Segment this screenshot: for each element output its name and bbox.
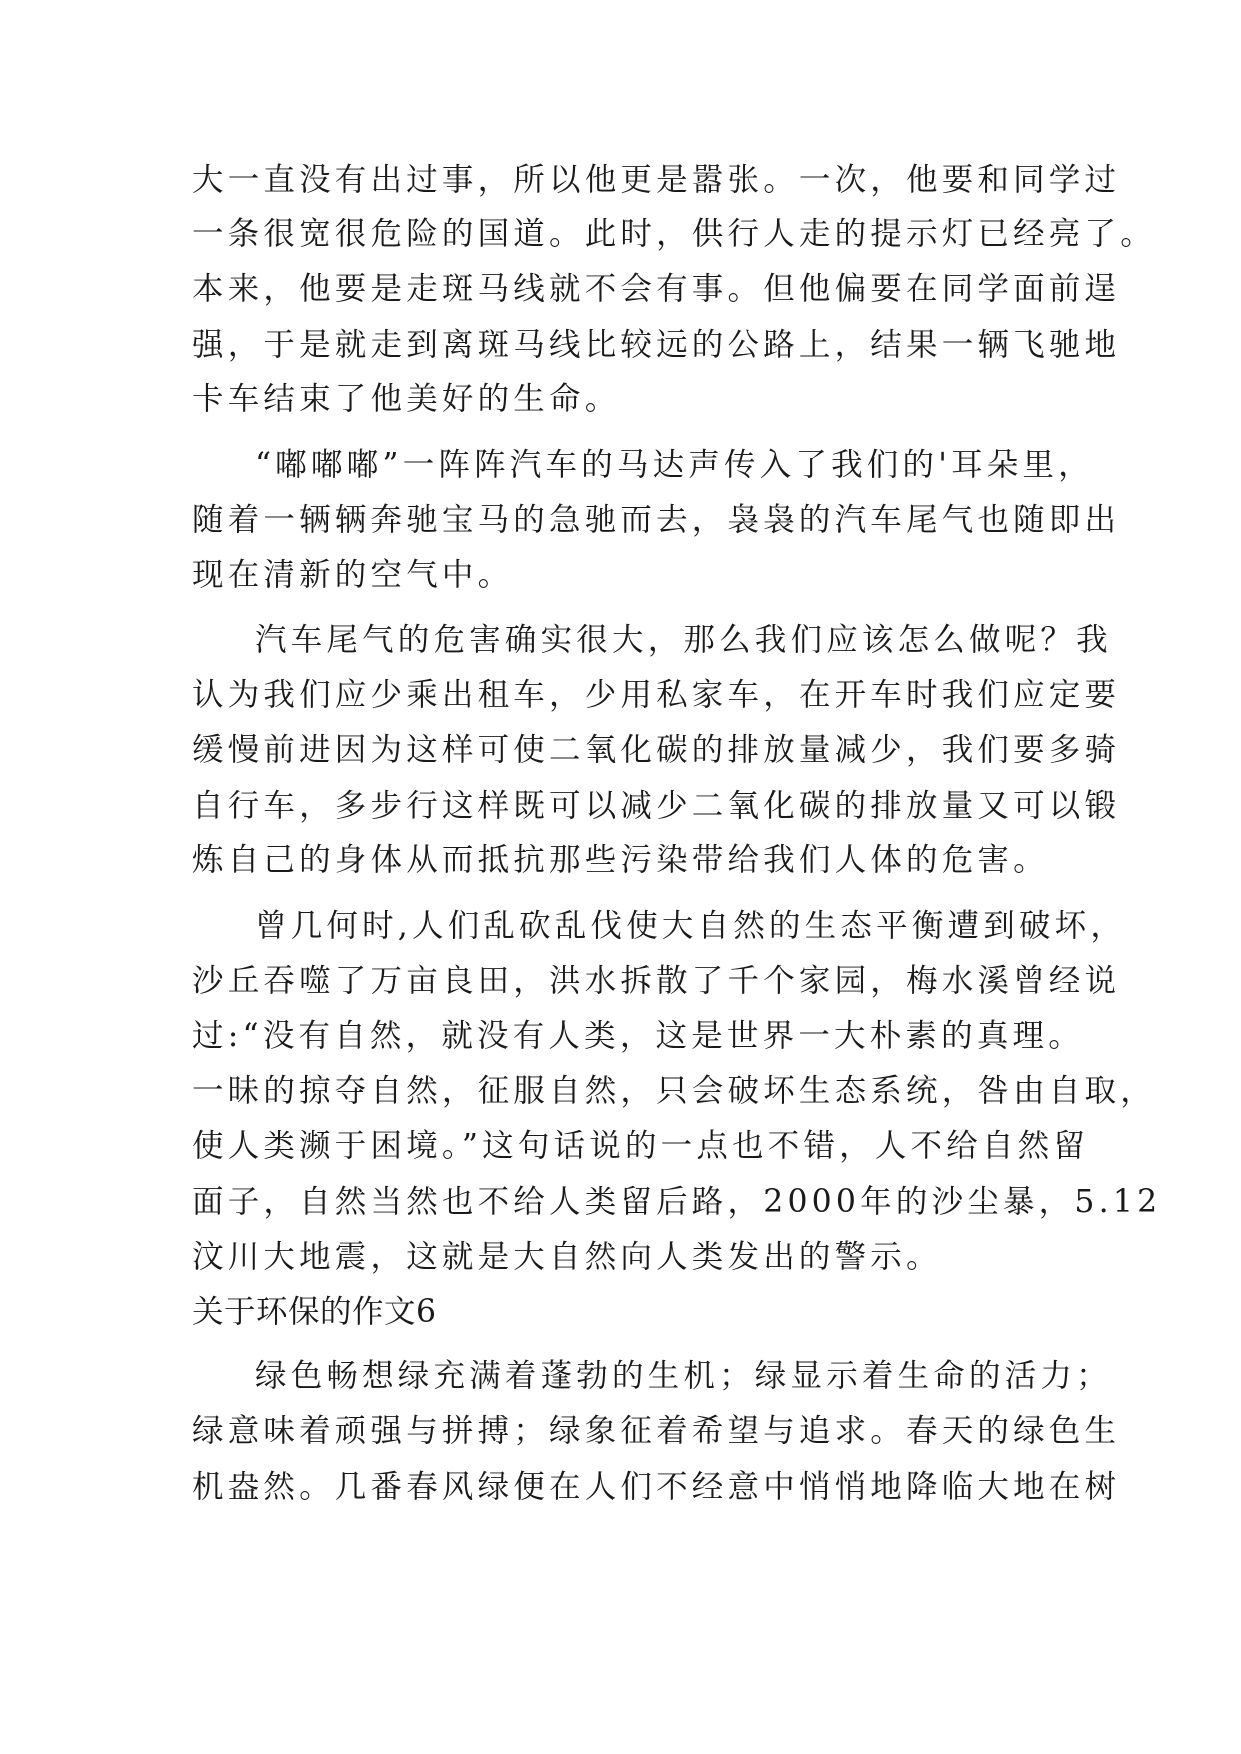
paragraph-start-line: 汽车尾气的危害确实很大，那么我们应该怎么做呢？我 [255,622,1112,658]
text-line: 机盎然。几番春风绿便在人们不经意中悄悄地降临大地在树 [192,1469,1121,1505]
paragraph-start-line: 曾几何时,人们乱砍乱伐使大自然的生态平衡遭到破坏， [255,908,1127,944]
text-line: 卡车结束了他美好的生命。 [192,381,621,417]
text-line: 自行车，多步行这样既可以减少二氧化碳的排放量又可以锻 [192,788,1121,824]
text-line: 汶川大地震，这就是大自然向人类发出的警示。 [192,1239,942,1275]
text-line: 过:“没有自然，就没有人类，这是世界一大朴素的真理。 [192,1018,1084,1054]
text-line: 本来，他要是走斑马线就不会有事。但他偏要在同学面前逞 [192,271,1121,307]
paragraph-start-line: 绿色畅想绿充满着蓬勃的生机；绿显示着生命的活力； [255,1358,1112,1394]
text-line: 绿意味着顽强与拼搏；绿象征着希望与追求。春天的绿色生 [192,1413,1121,1449]
text-line: 炼自己的身体从而抵抗那些污染带给我们人体的危害。 [192,842,1049,878]
text-line: 大一直没有出过事，所以他更是嚣张。一次，他要和同学过 [192,162,1121,198]
text-line: 面子，自然当然也不给人类留后路，2000年的沙尘暴，5.12 [192,1184,1162,1220]
section-heading: 关于环保的作文6 [192,1294,437,1330]
text-line: 认为我们应少乘出租车，少用私家车，在开车时我们应定要 [192,677,1121,713]
text-line: 缓慢前进因为这样可使二氧化碳的排放量减少，我们要多骑 [192,732,1121,768]
text-line: 强，于是就走到离斑马线比较远的公路上，结果一辆飞驰地 [192,327,1121,363]
text-line: 现在清新的空气中。 [192,557,514,593]
text-line: 随着一辆辆奔驰宝马的急驰而去，袅袅的汽车尾气也随即出 [192,502,1121,538]
text-line: 一昧的掠夺自然，征服自然，只会破坏生态系统，咎由自取， [192,1073,1156,1109]
text-line: 一条很宽很危险的国道。此时，供行人走的提示灯已经亮了。 [192,216,1156,252]
text-line: 沙丘吞噬了万亩良田，洪水拆散了千个家园，梅水溪曾经说 [192,963,1121,999]
text-line: 使人类濒于困境。”这句话说的一点也不错，人不给自然留 [192,1128,1090,1164]
paragraph-start-line: “嘟嘟嘟”一阵阵汽车的马达声传入了我们的'耳朵里， [255,447,1094,483]
